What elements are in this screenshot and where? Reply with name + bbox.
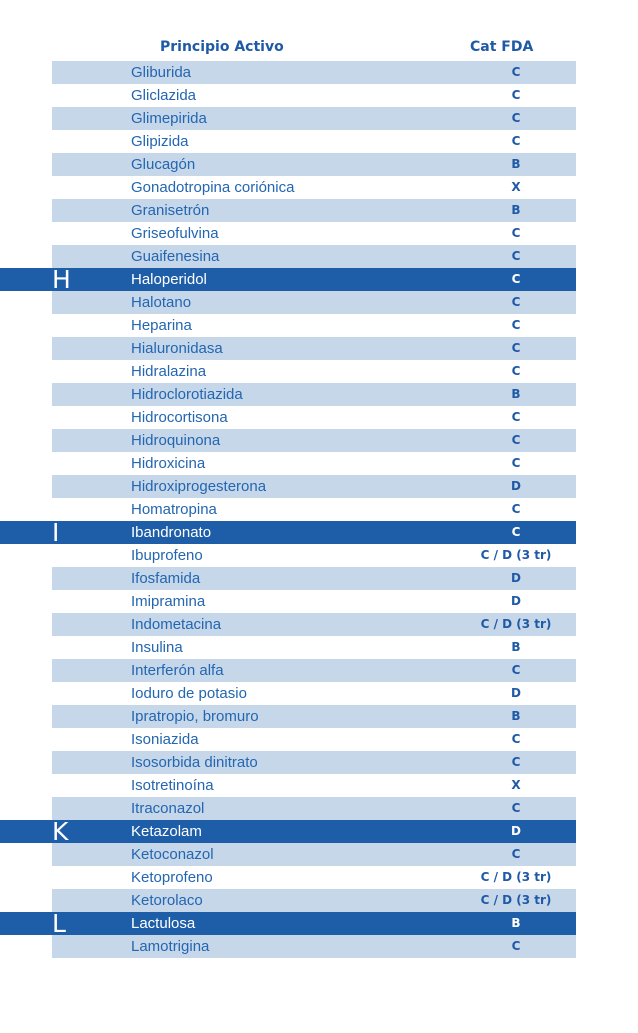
drug-name: Guaifenesina (131, 248, 220, 265)
column-header-principio-activo: Principio Activo (160, 39, 284, 55)
fda-category: C (511, 433, 521, 447)
drug-name: Hidrocortisona (131, 409, 228, 426)
section-letter: I (52, 518, 60, 547)
drug-name: Isotretinoína (131, 777, 214, 794)
drug-name: Hidralazina (131, 363, 207, 380)
drug-name: Interferón alfa (131, 662, 224, 679)
drug-name: Isoniazida (131, 731, 199, 748)
table-row (52, 544, 576, 567)
fda-category: C / D (3 tr) (480, 893, 552, 907)
drug-name: Ifosfamida (131, 570, 201, 587)
table-row (52, 751, 576, 774)
drug-name: Haloperidol (131, 271, 207, 288)
drug-table (52, 61, 576, 958)
drug-name: Glipizida (131, 133, 189, 150)
table-row (52, 935, 576, 958)
fda-category: C (511, 111, 521, 125)
table-row (52, 843, 576, 866)
fda-category: C (511, 847, 521, 861)
table-row (52, 360, 576, 383)
table-row (52, 613, 576, 636)
table-row (52, 265, 576, 294)
table-row (52, 61, 576, 84)
drug-name: Indometacina (131, 616, 222, 633)
fda-category: C (511, 525, 521, 539)
fda-category: C (511, 272, 521, 286)
fda-category: D (511, 479, 521, 493)
fda-category: C (511, 801, 521, 815)
table-row (52, 107, 576, 130)
drug-name: Lamotrigina (131, 938, 210, 955)
table-header (0, 39, 638, 61)
drug-name: Ketoprofeno (131, 869, 213, 886)
fda-category: C (511, 295, 521, 309)
fda-category: D (511, 594, 521, 608)
fda-category: C (511, 732, 521, 746)
drug-name: Halotano (131, 294, 192, 311)
drug-name: Gonadotropina coriónica (131, 179, 295, 196)
table-row (52, 475, 576, 498)
drug-name: Glimepirida (131, 110, 207, 127)
fda-category: C (511, 88, 521, 102)
drug-name: Hidroquinona (131, 432, 221, 449)
table-row (52, 222, 576, 245)
fda-category: C (511, 249, 521, 263)
fda-category: C (511, 939, 521, 953)
table-row (52, 682, 576, 705)
drug-name: Lactulosa (131, 915, 196, 932)
table-row (52, 176, 576, 199)
fda-category: C (511, 502, 521, 516)
table-row (52, 199, 576, 222)
drug-name: Imipramina (131, 593, 206, 610)
fda-category: C (511, 364, 521, 378)
fda-category: B (511, 387, 521, 401)
table-row (52, 406, 576, 429)
fda-category: C / D (3 tr) (480, 870, 552, 884)
drug-name: Homatropina (131, 501, 217, 518)
table-row (52, 291, 576, 314)
fda-category: C / D (3 tr) (480, 548, 552, 562)
table-row (52, 774, 576, 797)
fda-category: D (511, 824, 521, 838)
fda-category: C / D (3 tr) (480, 617, 552, 631)
table-row (52, 429, 576, 452)
table-row (52, 866, 576, 889)
fda-category: X (511, 778, 521, 792)
table-row (52, 817, 576, 846)
table-row (52, 245, 576, 268)
table-row (52, 314, 576, 337)
drug-name: Heparina (131, 317, 192, 334)
fda-category: B (511, 157, 521, 171)
drug-name: Ibandronato (131, 524, 212, 541)
fda-category: D (511, 571, 521, 585)
drug-name: Hidroxicina (131, 455, 206, 472)
drug-name: Ibuprofeno (131, 547, 203, 564)
drug-name: Ketoconazol (131, 846, 214, 863)
fda-category: C (511, 226, 521, 240)
section-letter: L (52, 909, 66, 938)
table-row (52, 889, 576, 912)
drug-name: Ipratropio, bromuro (131, 708, 259, 725)
drug-name: Griseofulvina (131, 225, 219, 242)
drug-name: Isosorbida dinitrato (131, 754, 258, 771)
drug-name: Granisetrón (131, 202, 210, 219)
fda-category: B (511, 709, 521, 723)
table-row (52, 130, 576, 153)
fda-category: B (511, 640, 521, 654)
fda-category: C (511, 663, 521, 677)
drug-name: Glucagón (131, 156, 196, 173)
drug-name: Hidroclorotiazida (131, 386, 243, 403)
section-letter-tab (0, 817, 69, 846)
section-letter-tab (0, 518, 68, 547)
section-letter-tab (0, 265, 71, 294)
section-letter: H (52, 265, 71, 294)
drug-name: Gliburida (131, 64, 192, 81)
table-row (52, 337, 576, 360)
fda-category: X (511, 180, 521, 194)
table-row (52, 797, 576, 820)
table-row (52, 84, 576, 107)
fda-category: D (511, 686, 521, 700)
drug-name: Itraconazol (131, 800, 205, 817)
table-row (52, 909, 576, 938)
table-row (52, 452, 576, 475)
table-row (52, 636, 576, 659)
drug-name: Hidroxiprogesterona (131, 478, 267, 495)
fda-category: C (511, 456, 521, 470)
table-row (52, 728, 576, 751)
drug-name: Ioduro de potasio (131, 685, 247, 702)
table-row (52, 567, 576, 590)
table-row (52, 383, 576, 406)
fda-category: C (511, 134, 521, 148)
fda-category: C (511, 341, 521, 355)
drug-name: Hialuronidasa (131, 340, 223, 357)
fda-category: C (511, 318, 521, 332)
table-row (52, 590, 576, 613)
fda-category: C (511, 410, 521, 424)
drug-name: Gliclazida (131, 87, 197, 104)
fda-category: B (511, 203, 521, 217)
drug-name: Insulina (131, 639, 183, 656)
fda-category: C (511, 755, 521, 769)
table-row (52, 705, 576, 728)
drug-name: Ketazolam (131, 823, 202, 840)
section-letter: K (52, 817, 69, 846)
fda-category: B (511, 916, 521, 930)
column-header-cat-fda: Cat FDA (470, 39, 534, 55)
table-row (52, 498, 576, 521)
drug-name: Ketorolaco (131, 892, 203, 909)
table-row (52, 518, 576, 547)
table-row (52, 659, 576, 682)
fda-category: C (511, 65, 521, 79)
table-row (52, 153, 576, 176)
section-letter-tab (0, 909, 68, 938)
